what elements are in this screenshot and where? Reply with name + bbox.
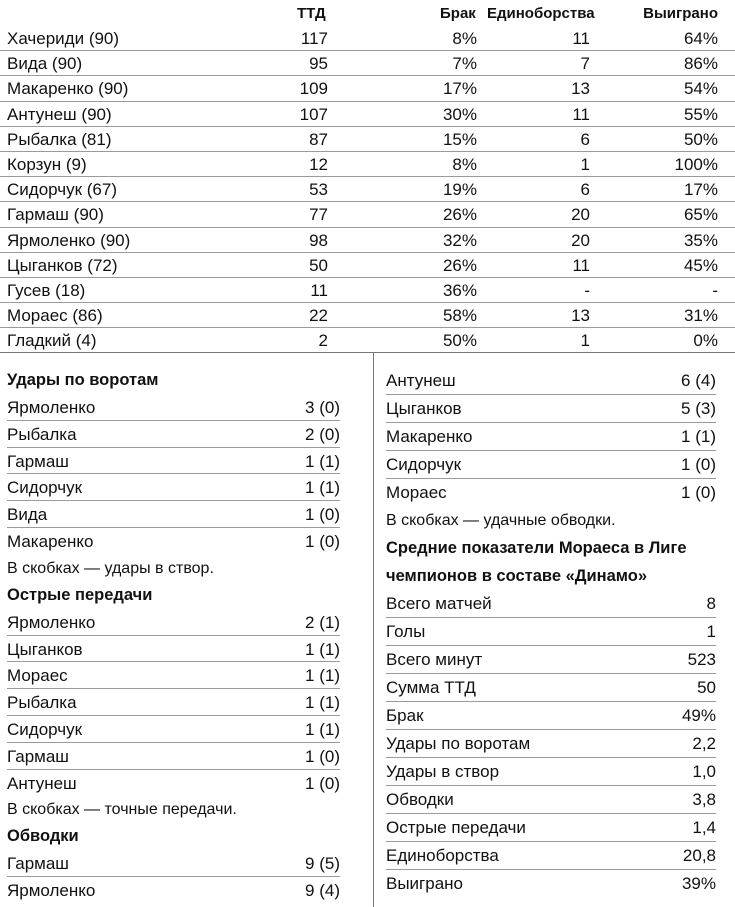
shots-list	[7, 394, 340, 555]
passes-title: Острые передачи	[7, 585, 153, 604]
stat-value: 523	[687, 650, 716, 669]
player-name: Гармаш (90)	[7, 205, 104, 225]
list-item	[386, 395, 716, 423]
list-item	[386, 758, 716, 786]
player-name: Антунеш	[7, 773, 77, 793]
list-item	[7, 448, 340, 475]
list-item	[7, 528, 340, 555]
table-row	[0, 26, 735, 51]
edin-value: 11	[572, 255, 590, 275]
stat-label: Голы	[386, 622, 426, 641]
player-stats-table	[0, 0, 735, 353]
table-row	[0, 202, 735, 227]
player-name: Гармаш	[7, 451, 69, 471]
header-vyigrano: Выиграно	[643, 5, 718, 22]
table-row	[0, 127, 735, 152]
header-edinoborstva: Единоборства	[487, 5, 595, 22]
list-item	[386, 702, 716, 730]
brak-value: 8%	[452, 29, 477, 48]
win-value: 86%	[683, 54, 718, 74]
win-value: 0%	[693, 331, 718, 351]
player-name: Корзун (9)	[7, 154, 87, 174]
player-name: Мораес	[386, 483, 447, 502]
table-row	[0, 76, 735, 101]
stat-value: 1 (1)	[305, 693, 340, 713]
stat-value: 1 (1)	[305, 666, 340, 686]
player-name: Макаренко	[386, 427, 473, 446]
win-value: 54%	[683, 79, 718, 99]
edin-value: 11	[572, 104, 590, 124]
stat-value: 1 (1)	[305, 639, 340, 659]
player-name: Антунеш (90)	[7, 104, 112, 124]
dribbles-list-left	[7, 850, 340, 904]
player-name: Рыбалка	[7, 693, 77, 713]
stat-value: 50	[697, 678, 716, 697]
player-name: Сидорчук	[386, 455, 462, 474]
moraes-title	[386, 534, 716, 590]
stat-value: 5 (3)	[681, 399, 716, 418]
list-item	[7, 850, 340, 877]
stat-label: Удары по воротам	[386, 734, 531, 753]
stat-value: 1,0	[692, 762, 716, 781]
ttd-value: 12	[309, 154, 328, 174]
edin-value: -	[584, 280, 590, 300]
table-row	[0, 102, 735, 127]
ttd-value: 50	[309, 255, 328, 275]
moraes-stats-list	[386, 590, 716, 898]
list-item	[386, 618, 716, 646]
brak-value: 15%	[442, 129, 477, 149]
stat-value: 39%	[681, 874, 716, 893]
stat-value: 1 (1)	[305, 478, 340, 498]
player-name: Цыганков	[7, 639, 83, 659]
ttd-value: 87	[309, 129, 328, 149]
ttd-value: 98	[309, 230, 328, 250]
table-row	[0, 303, 735, 328]
list-item	[386, 479, 716, 507]
player-name: Хачериди (90)	[7, 29, 120, 48]
player-name: Рыбалка (81)	[7, 129, 112, 149]
stat-label: Брак	[386, 706, 424, 725]
player-name: Гармаш	[7, 854, 69, 874]
stat-label: Единоборства	[386, 846, 499, 865]
win-value: 65%	[683, 205, 718, 225]
list-item	[7, 770, 340, 797]
stat-value: 1	[706, 622, 716, 641]
ttd-value: 109	[299, 79, 328, 99]
stat-value: 1 (0)	[305, 773, 340, 793]
stat-value: 1 (0)	[305, 505, 340, 525]
win-value: 45%	[683, 255, 718, 275]
stat-value: 6 (4)	[681, 371, 716, 390]
edin-value: 6	[580, 180, 590, 200]
moraes-title-line1: Средние показатели Мораеса в Лиге	[386, 539, 687, 557]
list-item	[7, 636, 340, 663]
list-item	[386, 451, 716, 479]
list-item	[386, 814, 716, 842]
ttd-value: 107	[299, 104, 328, 124]
win-value: 35%	[683, 230, 718, 250]
win-value: -	[712, 280, 718, 300]
player-name: Вида	[7, 505, 48, 525]
brak-value: 26%	[442, 255, 477, 275]
list-item	[386, 870, 716, 898]
stat-label: Всего матчей	[386, 594, 492, 613]
edin-value: 13	[571, 306, 590, 326]
stat-value: 49%	[681, 706, 716, 725]
moraes-title-line2: чемпионов в составе «Динамо»	[386, 567, 648, 585]
player-name: Сидорчук	[7, 719, 83, 739]
list-item	[7, 394, 340, 421]
header-ttd: ТТД	[297, 5, 326, 22]
brak-value: 30%	[442, 104, 477, 124]
player-name: Сидорчук (67)	[7, 180, 117, 200]
list-item	[7, 689, 340, 716]
stat-label: Всего минут	[386, 650, 483, 669]
stat-value: 1 (0)	[681, 455, 716, 474]
player-name: Вида (90)	[7, 54, 83, 74]
header-brak: Брак	[440, 5, 476, 22]
win-value: 100%	[674, 154, 718, 174]
table-body	[0, 26, 735, 353]
table-row	[0, 328, 735, 353]
table-header	[0, 0, 735, 26]
stat-value: 3,8	[692, 790, 716, 809]
stat-value: 2 (1)	[305, 612, 340, 632]
player-name: Сидорчук	[7, 478, 83, 498]
edin-value: 1	[580, 331, 590, 351]
list-item	[7, 609, 340, 636]
edin-value: 6	[580, 129, 590, 149]
win-value: 31%	[683, 306, 718, 326]
player-name: Ярмоленко (90)	[7, 230, 131, 250]
player-name: Антунеш	[386, 371, 456, 390]
list-item	[386, 423, 716, 451]
player-name: Ярмоленко	[7, 398, 96, 417]
brak-value: 36%	[442, 280, 477, 300]
brak-value: 32%	[442, 230, 477, 250]
stat-value: 9 (4)	[305, 881, 340, 901]
brak-value: 17%	[442, 79, 477, 99]
vertical-divider	[373, 352, 374, 907]
stat-value: 9 (5)	[305, 854, 340, 874]
stat-value: 1 (0)	[681, 483, 716, 502]
list-item	[386, 674, 716, 702]
list-item	[386, 646, 716, 674]
brak-value: 26%	[442, 205, 477, 225]
brak-value: 19%	[442, 180, 477, 200]
passes-note: В скобках — точные передачи.	[7, 801, 237, 819]
list-item	[7, 474, 340, 501]
edin-value: 7	[580, 54, 590, 74]
stat-value: 20,8	[682, 846, 716, 865]
player-name: Гармаш	[7, 746, 69, 766]
list-item	[386, 786, 716, 814]
player-name: Макаренко (90)	[7, 79, 129, 99]
edin-value: 11	[572, 29, 590, 48]
shots-title: Удары по воротам	[7, 371, 159, 389]
stat-value: 1 (1)	[681, 427, 716, 446]
win-value: 64%	[683, 29, 718, 48]
list-item	[7, 662, 340, 689]
stat-value: 3 (0)	[305, 398, 340, 417]
brak-value: 50%	[442, 331, 477, 351]
ttd-value: 2	[318, 331, 328, 351]
stat-value: 8	[706, 594, 716, 613]
stat-value: 1,4	[692, 818, 716, 837]
player-name: Мораес (86)	[7, 306, 103, 326]
player-name: Гусев (18)	[7, 280, 86, 300]
stat-value: 1 (0)	[305, 746, 340, 766]
list-item	[7, 716, 340, 743]
list-item	[7, 501, 340, 528]
ttd-value: 95	[309, 54, 328, 74]
edin-value: 1	[580, 154, 590, 174]
win-value: 50%	[683, 129, 718, 149]
passes-list	[7, 609, 340, 797]
list-item	[7, 877, 340, 904]
table-row	[0, 152, 735, 177]
player-name: Гладкий (4)	[7, 331, 97, 351]
list-item	[386, 730, 716, 758]
list-item	[386, 842, 716, 870]
ttd-value: 22	[309, 306, 328, 326]
list-item	[386, 367, 716, 395]
stat-label: Удары в створ	[386, 762, 500, 781]
stat-value: 1 (1)	[305, 719, 340, 739]
edin-value: 20	[571, 205, 590, 225]
table-row	[0, 177, 735, 202]
win-value: 55%	[683, 104, 718, 124]
stat-label: Острые передачи	[386, 818, 526, 837]
ttd-value: 11	[310, 280, 328, 300]
table-row	[0, 253, 735, 278]
stat-value: 2 (0)	[305, 424, 340, 444]
brak-value: 58%	[442, 306, 477, 326]
player-name: Мораес	[7, 666, 68, 686]
player-name: Ярмоленко	[7, 612, 96, 632]
stat-label: Сумма ТТД	[386, 678, 476, 697]
shots-note: В скобках — удары в створ.	[7, 559, 214, 577]
player-name: Цыганков (72)	[7, 255, 118, 275]
player-name: Цыганков	[386, 399, 462, 418]
right-column	[386, 352, 716, 898]
ttd-value: 117	[300, 29, 328, 48]
win-value: 17%	[683, 180, 718, 200]
ttd-value: 53	[309, 180, 328, 200]
brak-value: 7%	[452, 54, 477, 74]
dribbles-title: Обводки	[7, 827, 79, 846]
player-name: Ярмоленко	[7, 881, 96, 901]
list-item	[386, 590, 716, 618]
player-name: Макаренко	[7, 531, 94, 551]
table-row	[0, 228, 735, 253]
left-column	[7, 352, 340, 904]
list-item	[7, 743, 340, 770]
stat-label: Выиграно	[386, 874, 464, 893]
brak-value: 8%	[452, 154, 477, 174]
dribbles-list-right	[386, 367, 716, 507]
table-row	[0, 278, 735, 303]
stat-value: 1 (1)	[305, 451, 340, 471]
stat-value: 2,2	[692, 734, 716, 753]
edin-value: 20	[571, 230, 590, 250]
edin-value: 13	[571, 79, 590, 99]
dribbles-note: В скобках — удачные обводки.	[386, 512, 616, 529]
stat-value: 1 (0)	[305, 531, 340, 551]
stat-label: Обводки	[386, 790, 454, 809]
table-row	[0, 51, 735, 76]
player-name: Рыбалка	[7, 424, 77, 444]
list-item	[7, 421, 340, 448]
ttd-value: 77	[309, 205, 328, 225]
